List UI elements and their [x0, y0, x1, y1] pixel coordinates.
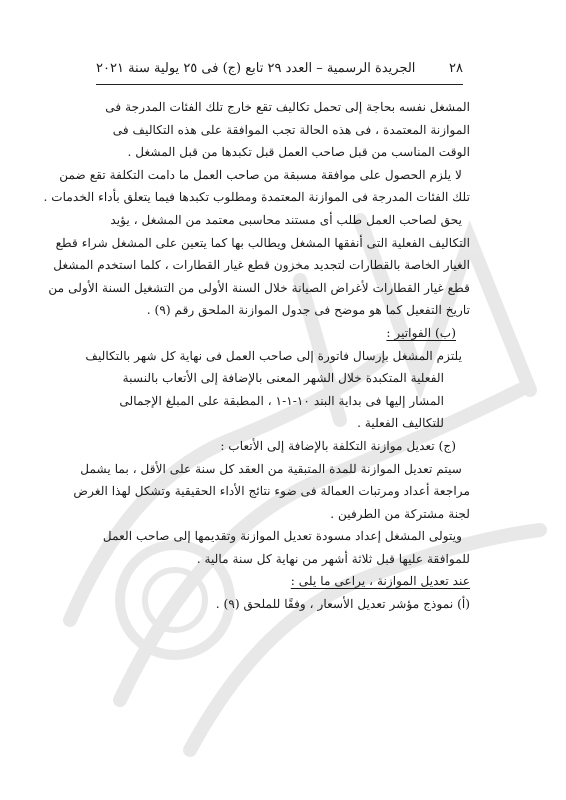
body-line: المشغل نفسه بحاجة إلى تحمل تكاليف تقع خارج تلك الفئات المدرجة فى [105, 100, 470, 114]
body-line: يلتزم المشغل بإرسال فاتورة إلى صاحب العمل فى نهاية كل شهر بالتكاليف [85, 348, 462, 363]
header-rule [96, 84, 463, 85]
body-line: سيتم تعديل الموازنة للمدة المتبقية من العقد كل سنة على الأقل ، بما يشمل [80, 461, 462, 476]
body-line: الوقت المناسب من قبل صاحب العمل قبل تكبدها من قبل المشغل . [127, 145, 470, 160]
section-heading [96, 570, 470, 593]
body-line: الموازنة المعتمدة ، فى هذه الحالة تجب الموافقة على هذه التكاليف فى [112, 122, 470, 137]
body-line: للتكاليف الفعلية . [357, 416, 444, 431]
body-line: المشار إليها فى بداية البند ١٠-١-١ ، المطبقة على المبلغ الإجمالى [119, 393, 444, 408]
heading-text: (ب) الفواتير : [386, 325, 456, 340]
body-line: للموافقة عليها قبل ثلاثة أشهر من نهاية كل سنة مالية . [196, 551, 470, 566]
body-line: تلك الفئات المدرجة فى الموازنة المعتمدة ومطلوب تكبدها فيما يتعلق بأداء الخدمات . [43, 190, 470, 205]
page-number: ٢٨ [449, 61, 463, 76]
heading-text: عند تعديل الموازنة ، يراعى ما يلى : [290, 574, 470, 589]
section-heading [96, 322, 470, 345]
running-title: الجريدة الرسمية – العدد ٢٩ تابع (ج) فى ٢٥ يولية سنة ٢٠٢١ [96, 61, 416, 76]
body-line: قطع غيار القطارات لأغراض الصيانة خلال السنة الأولى من التشغيل السنة الأولى من [48, 280, 470, 295]
body-line: لا يلزم الحصول على موافقة مسبقة من صاحب العمل ما دامت التكلفة تقع ضمن [59, 167, 462, 182]
body-text [43, 96, 470, 616]
body-line: الغيار الخاصة بالقطارات لتجديد مخزون قطع غيار القطارات ، كلما استخدم المشغل [53, 258, 470, 273]
body-line: تاريخ التفعيل كما هو موضح فى جدول الموازنة الملحق رقم (٩) . [146, 303, 470, 318]
body-line: (أ) نموذج مؤشر تعديل الأسعار ، وفقًا للملحق (٩) . [215, 597, 470, 612]
section-heading: (ج) تعديل موازنة التكلفة بالإضافة إلى الأتعاب : [220, 438, 456, 453]
body-line: يحق لصاحب العمل طلب أى مستند محاسبى معتمد من المشغل ، يؤيد [110, 212, 462, 227]
body-line: مراجعة أعداد ومرتبات العمالة فى ضوء نتائج الأداء الحقيقية وتشكل لهذا الغرض [73, 484, 470, 499]
body-line: لجنة مشتركة من الطرفين . [330, 506, 470, 521]
body-line: التكاليف الفعلية التى أنفقها المشغل ويطالب بها كما يتعين على المشغل شراء قطع [55, 235, 470, 250]
body-line: ويتولى المشغل إعداد مسودة تعديل الموازنة وتقديمها إلى صاحب العمل [102, 529, 462, 544]
body-line: الفعلية المتكبدة خلال الشهر المعنى بالإضافة إلى الأتعاب بالنسبة [122, 371, 444, 386]
page-header [96, 58, 463, 80]
